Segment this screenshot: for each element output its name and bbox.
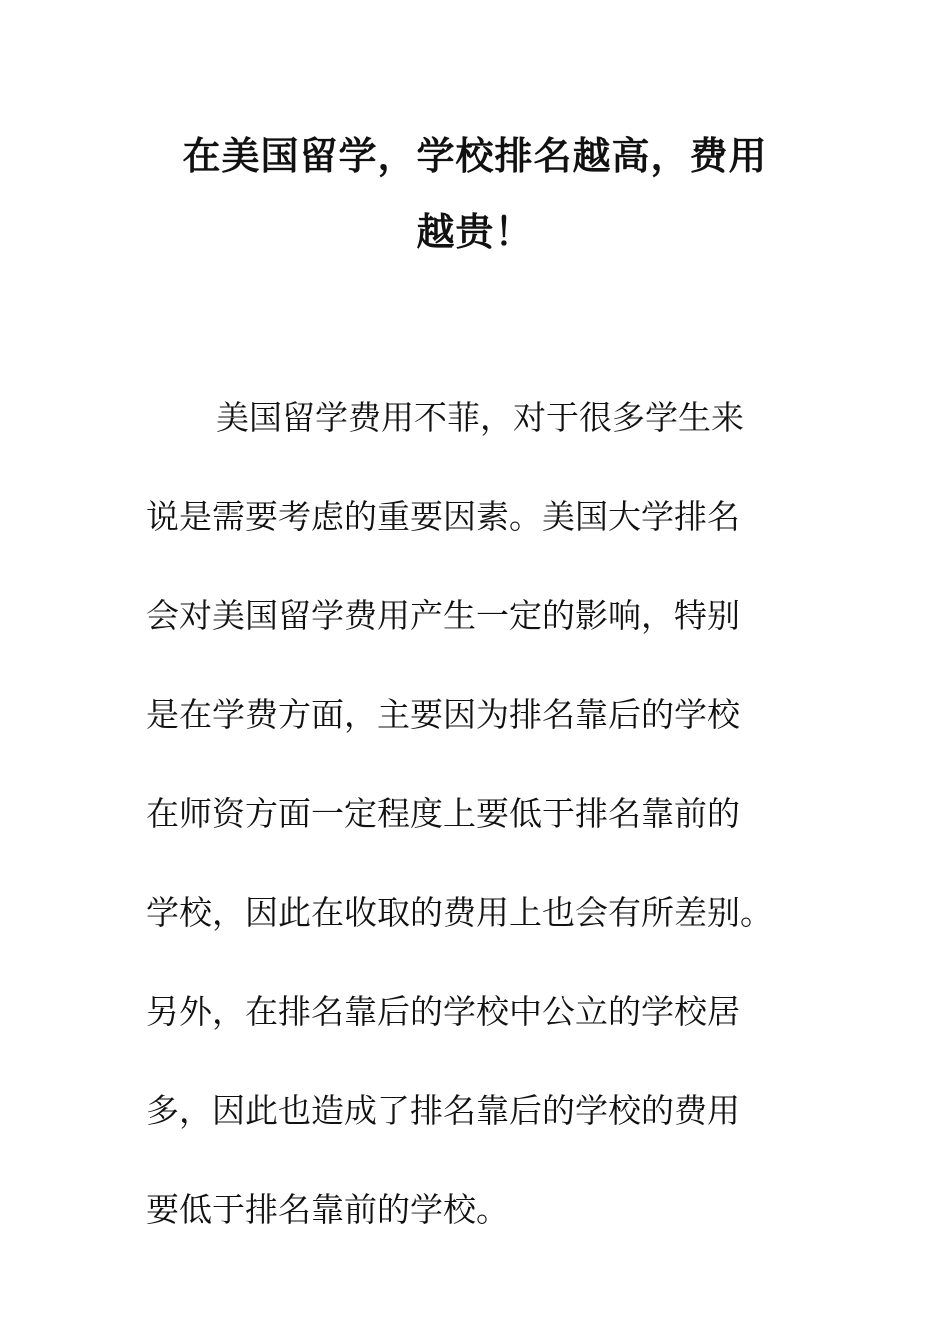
body-line-2: 说是需要考虑的重要因素。美国大学排名 — [146, 497, 740, 536]
body-line-5: 在师资方面一定程度上要低于排名靠前的 — [146, 794, 740, 833]
document-title — [140, 118, 810, 270]
title-line-1: 在美国留学，学校排名越高，费用 — [182, 133, 768, 178]
body-line-7: 另外，在排名靠后的学校中公立的学校居 — [146, 992, 740, 1031]
body-line-6: 学校，因此在收取的费用上也会有所差别。 — [146, 893, 773, 932]
title-line-2: 越贵！ — [416, 209, 534, 254]
body-line-8: 多，因此也造成了排名靠后的学校的费用 — [146, 1091, 740, 1130]
body-line-1: 美国留学费用不菲，对于很多学生来 — [216, 398, 744, 437]
body-line-9: 要低于排名靠前的学校。 — [146, 1190, 509, 1229]
body-line-3: 会对美国留学费用产生一定的影响，特别 — [146, 596, 740, 635]
body-line-4: 是在学费方面，主要因为排名靠后的学校 — [146, 695, 740, 734]
body-paragraph — [146, 368, 826, 1259]
